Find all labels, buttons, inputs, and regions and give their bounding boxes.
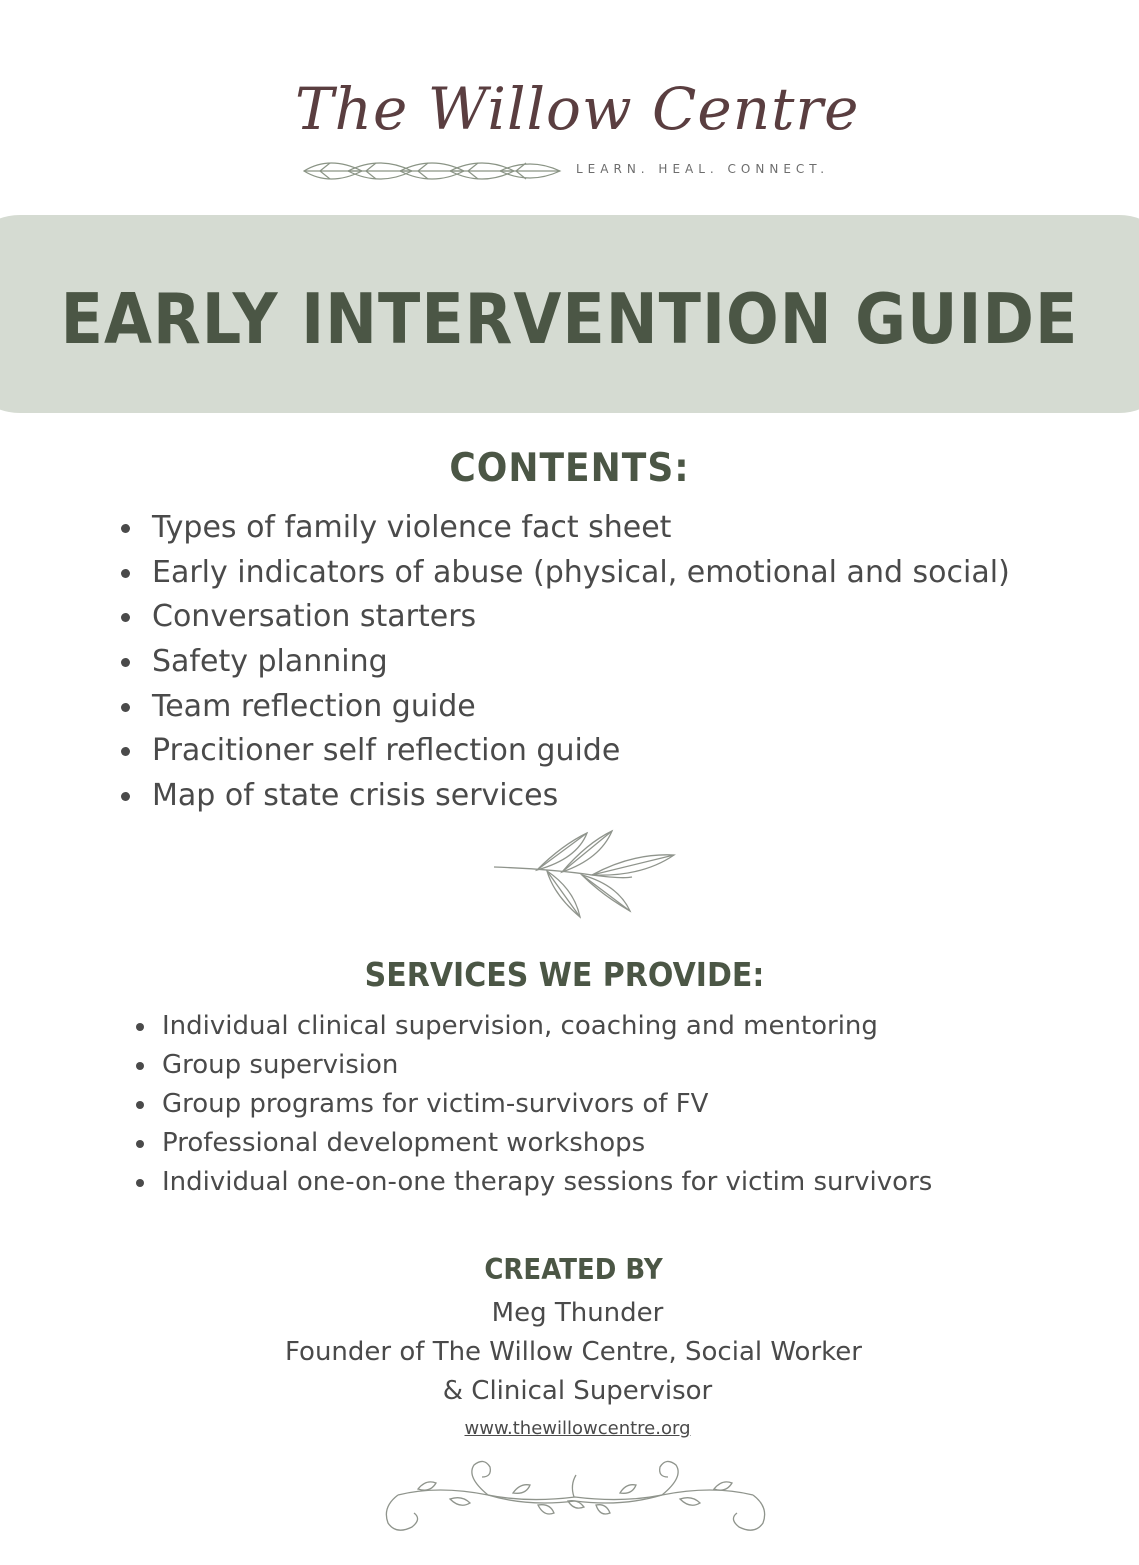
bullet-icon [121, 792, 130, 801]
list-item [152, 774, 1010, 819]
website-link[interactable]: www.thewillowcentre.org [464, 1418, 691, 1439]
list-item-text: Types of family violence fact sheet [152, 510, 672, 545]
logo [0, 55, 1139, 205]
leaf-garland-icon [300, 151, 565, 191]
list-item-text: Team reflection guide [152, 688, 476, 724]
title-banner [0, 215, 1139, 413]
contents-heading: CONTENTS: [449, 445, 690, 492]
logo-tagline: LEARN. HEAL. CONNECT. [576, 162, 830, 176]
list-item-text: Conversation starters [152, 599, 477, 635]
list-item [152, 551, 1010, 596]
list-item [162, 1007, 932, 1046]
contents-list [152, 506, 1010, 819]
creator-role: Founder of The Willow Centre, Social Worker [285, 1337, 862, 1367]
list-item-text: Professional development workshops [162, 1128, 646, 1158]
bullet-icon [121, 569, 130, 578]
bullet-icon [136, 1101, 144, 1109]
services-list [162, 1007, 932, 1202]
list-item [152, 640, 1010, 685]
list-item [162, 1124, 932, 1163]
created-by-heading: CREATED BY [484, 1253, 663, 1287]
bullet-icon [136, 1179, 144, 1187]
list-item [152, 729, 1010, 774]
floral-flourish-icon [378, 1455, 773, 1545]
creator-role-continued: & Clinical Supervisor [442, 1376, 713, 1406]
bullet-icon [121, 524, 130, 533]
list-item [152, 506, 1010, 551]
list-item [162, 1046, 932, 1085]
logo-wordmark: The Willow Centre [295, 75, 860, 143]
bullet-icon [136, 1062, 144, 1070]
website-link-row [0, 1418, 1139, 1439]
list-item-text: Group programs for victim-survivors of FV [162, 1089, 709, 1119]
list-item-text: Map of state crisis services [152, 778, 559, 814]
list-item [152, 595, 1010, 640]
list-item-text: Pracitioner self reflection guide [152, 733, 621, 769]
list-item [162, 1163, 932, 1202]
bullet-icon [136, 1023, 144, 1031]
list-item [152, 685, 1010, 730]
list-item-text: Early indicators of abuse (physical, emotional and social) [152, 554, 1010, 590]
creator-name: Meg Thunder [491, 1298, 664, 1328]
bullet-icon [121, 658, 130, 667]
leaf-sprig-icon [492, 825, 677, 920]
list-item-text: Safety planning [152, 644, 388, 680]
list-item-text: Individual one-on-one therapy sessions for victim survivors [162, 1167, 933, 1197]
bullet-icon [136, 1140, 144, 1148]
page-title: EARLY INTERVENTION GUIDE [60, 278, 1079, 360]
services-heading: SERVICES WE PROVIDE: [364, 956, 765, 995]
bullet-icon [121, 703, 130, 712]
bullet-icon [121, 747, 130, 756]
bullet-icon [121, 613, 130, 622]
list-item-text: Group supervision [162, 1050, 399, 1080]
list-item-text: Individual clinical supervision, coaching and mentoring [162, 1011, 878, 1041]
list-item [162, 1085, 932, 1124]
